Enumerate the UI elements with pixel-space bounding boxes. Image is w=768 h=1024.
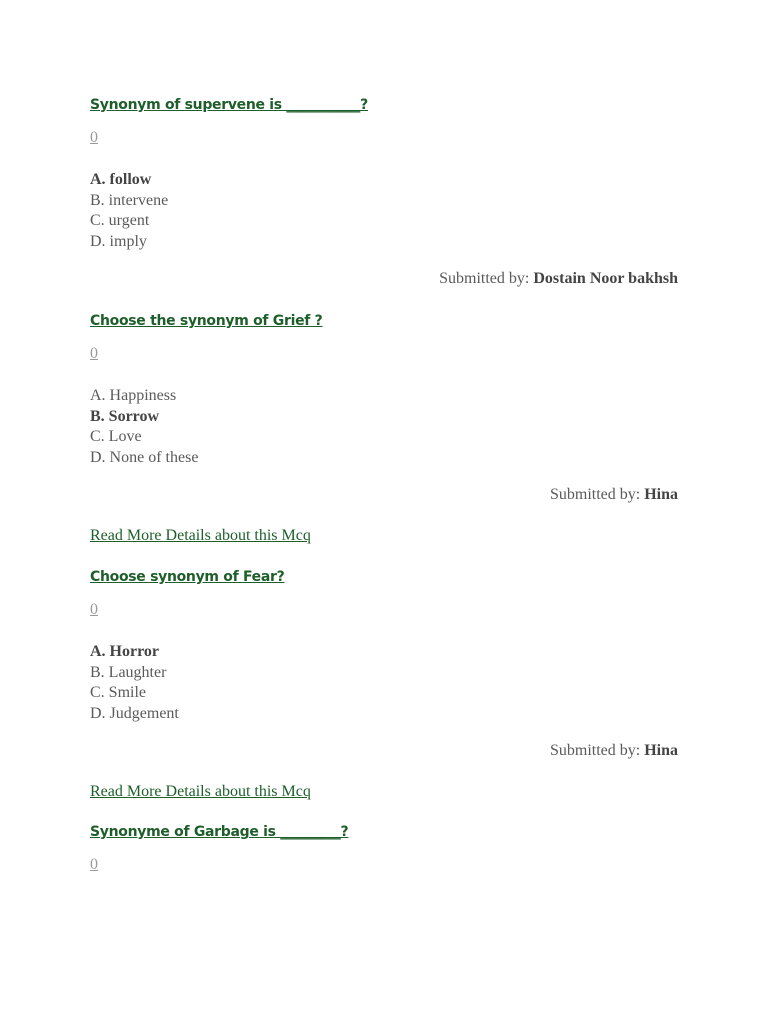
mcq-option-a-correct: A. Horror — [90, 643, 160, 660]
mcq-vote-count[interactable]: 0 — [90, 345, 98, 362]
mcq-question[interactable]: Synonyme of Garbage is _________? — [90, 824, 349, 840]
submitted-by-label: Submitted by: — [549, 742, 645, 759]
mcq-question[interactable]: Choose synonym of Fear? — [90, 569, 285, 585]
mcq-option-d: D. None of these — [90, 449, 199, 467]
mcq-option-d: D. imply — [90, 233, 147, 251]
mcq-options — [90, 170, 168, 253]
submitted-by — [550, 741, 678, 761]
submitter-name: Hina — [644, 742, 678, 759]
mcq-option-c: C. Love — [90, 428, 142, 446]
mcq-question[interactable]: Synonym of supervene is ___________? — [90, 97, 368, 113]
mcq-item-grief — [90, 312, 678, 544]
mcq-question[interactable]: Choose the synonym of Grief ? — [90, 313, 323, 329]
mcq-option-b: B. intervene — [90, 191, 169, 209]
mcq-vote-count[interactable]: 0 — [90, 129, 98, 146]
submitted-by — [439, 269, 678, 289]
read-more-link[interactable]: Read More Details about this Mcq — [90, 527, 311, 544]
submitted-by — [550, 485, 678, 505]
mcq-vote-count[interactable]: 0 — [90, 856, 98, 873]
submitter-name: Hina — [644, 486, 678, 503]
mcq-vote-count[interactable]: 0 — [90, 601, 98, 618]
mcq-option-a-correct: A. follow — [90, 171, 152, 188]
mcq-option-a: A. Happiness — [90, 387, 177, 404]
mcq-options — [90, 642, 179, 725]
mcq-item-fear — [90, 568, 678, 800]
mcq-item-garbage — [90, 823, 678, 873]
read-more-link[interactable]: Read More Details about this Mcq — [90, 783, 311, 800]
mcq-item-supervene — [90, 96, 678, 287]
submitter-name: Dostain Noor bakhsh — [533, 270, 678, 287]
submitted-by-label: Submitted by: — [549, 486, 645, 503]
mcq-option-b: B. Laughter — [90, 663, 167, 681]
mcq-option-c: C. Smile — [90, 684, 147, 702]
mcq-option-d: D. Judgement — [90, 705, 179, 723]
submitted-by-label: Submitted by: — [439, 270, 534, 287]
mcq-option-b-correct: B. Sorrow — [90, 407, 160, 425]
mcq-options — [90, 386, 198, 469]
mcq-option-c: C. urgent — [90, 212, 150, 230]
